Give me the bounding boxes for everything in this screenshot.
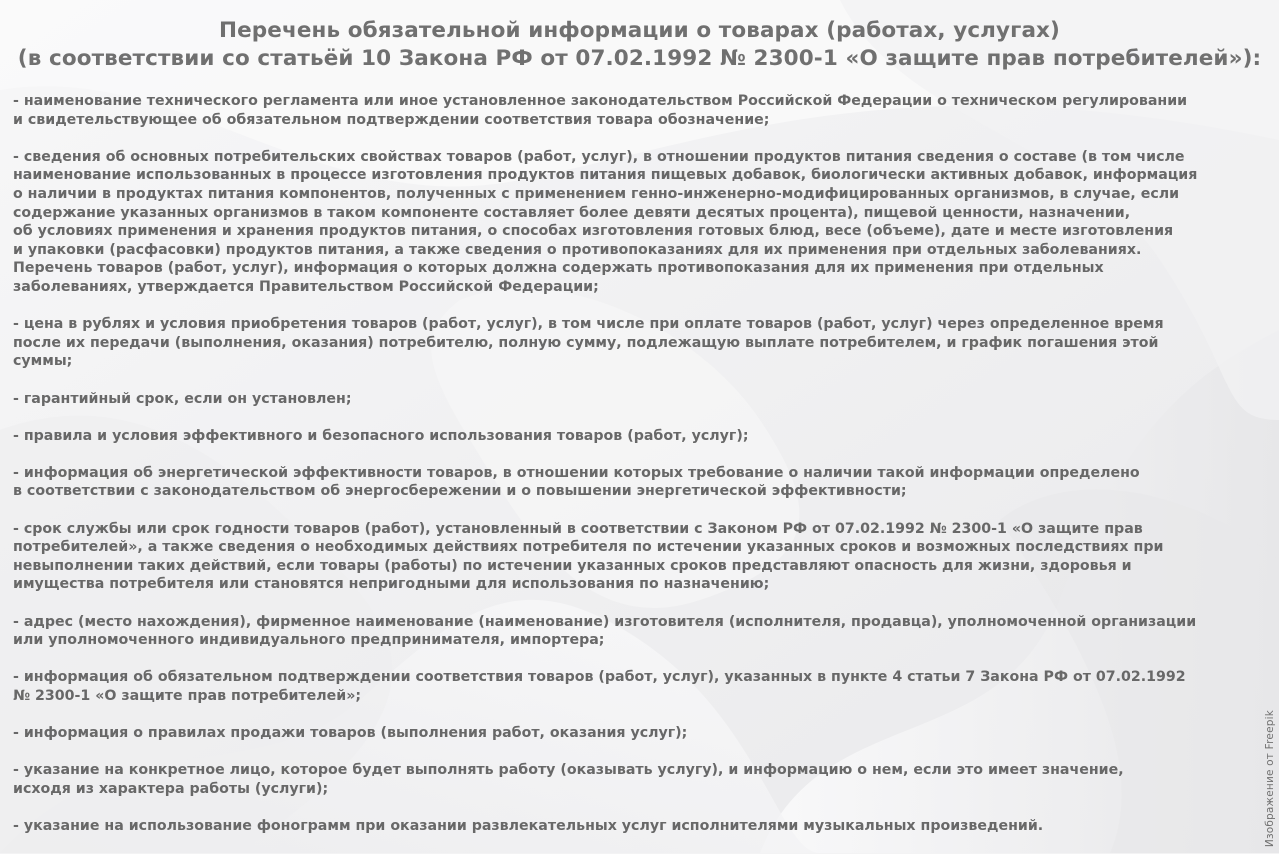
list-item-line: имущества потребителя или становятся непригодными для использования по назначению; <box>13 576 770 593</box>
list-item-line: заболеваниях, утверждается Правительством Российской Федерации; <box>13 278 599 295</box>
list-item-line: и упаковки (расфасовки) продуктов питания, а также сведения о противопоказаниях для их применения при отдельных заболеваниях. <box>13 241 1142 258</box>
list-item <box>13 724 1258 743</box>
list-item <box>13 668 1258 705</box>
list-item-line: и свидетельствующее об обязательном подтверждении соответствия товара обозначение; <box>13 111 770 128</box>
title-line-2: (в соответствии со статьёй 10 Закона РФ от 07.02.1992 № 2300-1 «О защите прав потребителей»): <box>17 46 1262 71</box>
list-item <box>13 464 1258 501</box>
list-item-line: - адрес (место нахождения), фирменное наименование (наименование) изготовителя (исполнителя, продавца), уполномоченной организации <box>13 613 1197 630</box>
information-list <box>13 92 1258 854</box>
image-credit: Изображение от Freepik <box>1264 709 1276 847</box>
list-item <box>13 315 1258 371</box>
list-item-line: после их передачи (выполнения, оказания) потребителю, полную сумму, подлежащую выплате потребителем, и график погашения этой <box>13 334 1159 351</box>
list-item-line: о наличии в продуктах питания компонентов, полученных с применением генно-инженерно-модифицированных организмов, в случае, если <box>13 185 1180 202</box>
list-item-line: - указание на конкретное лицо, которое будет выполнять работу (оказывать услугу), и информацию о нем, если это имеет значение, <box>13 762 1124 779</box>
list-item <box>13 520 1258 594</box>
title-line-1: Перечень обязательной информации о товарах (работах, услугах) <box>219 18 1060 43</box>
list-item-line: суммы; <box>13 353 73 370</box>
list-item <box>13 761 1258 798</box>
list-item-line: - информация об обязательном подтверждении соответствия товаров (работ, услуг), указанных в пункте 4 статьи 7 Закона РФ от 07.02.1992 <box>13 669 1186 686</box>
list-item-line: в соответствии с законодательством об энергосбережении и о повышении энергетической эффективности; <box>13 483 907 500</box>
list-item <box>13 427 1258 446</box>
list-item <box>13 92 1258 129</box>
list-item-line: № 2300-1 «О защите прав потребителей»; <box>13 688 362 704</box>
list-item-line: - информация о правилах продажи товаров (выполнения работ, оказания услуг); <box>13 725 688 742</box>
list-item-line: наименование использованных в процессе изготовления продуктов питания пищевых добавок, биологически активных добавок, информация <box>13 167 1198 184</box>
list-item-line: - наименование технического регламента или иное установленное законодательством Российской Федерации о техническом регулировании <box>13 93 1188 109</box>
list-item-line: Перечень товаров (работ, услуг), информация о которых должна содержать противопоказания для их применения при отдельных <box>13 260 1104 277</box>
list-item-line: содержание указанных организмов в таком компоненте составляет более девяти десятых процента), пищевой ценности, назначении, <box>13 204 1131 221</box>
list-item <box>13 817 1258 836</box>
list-item-line: об условиях применения и хранения продуктов питания, о способах изготовления готовых блюд, весе (объеме), дате и месте изготовления <box>13 223 1174 240</box>
list-item <box>13 148 1258 297</box>
list-item <box>13 613 1258 650</box>
list-item-line: - гарантийный срок, если он установлен; <box>13 390 352 407</box>
list-item <box>13 390 1258 409</box>
list-item-line: - указание на использование фонограмм при оказании развлекательных услуг исполнителями музыкальных произведений. <box>13 818 1044 835</box>
list-item-line: - срок службы или срок годности товаров (работ), установленный в соответствии с Законом РФ от 07.02.1992 № 2300-1 «О защите прав <box>13 520 1143 537</box>
list-item-line: невыполнении таких действий, если товары (работы) по истечении указанных сроков представляют опасность для жизни, здоровья и <box>13 557 1132 574</box>
list-item-line: - информация об энергетической эффективности товаров, в отношении которых требование о наличии такой информации определено <box>13 464 1140 481</box>
list-item-line: - цена в рублях и условия приобретения товаров (работ, услуг), в том числе при оплате товаров (работ, услуг) через определенное время <box>13 316 1164 333</box>
list-item-line: потребителей», а также сведения о необходимых действиях потребителя по истечении указанных сроков и возможных последствиях при <box>13 539 1164 556</box>
list-item-line: - правила и условия эффективного и безопасного использования товаров (работ, услуг); <box>13 427 749 444</box>
list-item-line: или уполномоченного индивидуального предпринимателя, импортера; <box>13 632 605 649</box>
list-item-line: исходя из характера работы (услуги); <box>13 780 329 797</box>
page-title <box>0 17 1279 73</box>
list-item-line: - сведения об основных потребительских свойствах товаров (работ, услуг), в отношении продуктов питания сведения о составе (в том числе <box>13 148 1185 165</box>
